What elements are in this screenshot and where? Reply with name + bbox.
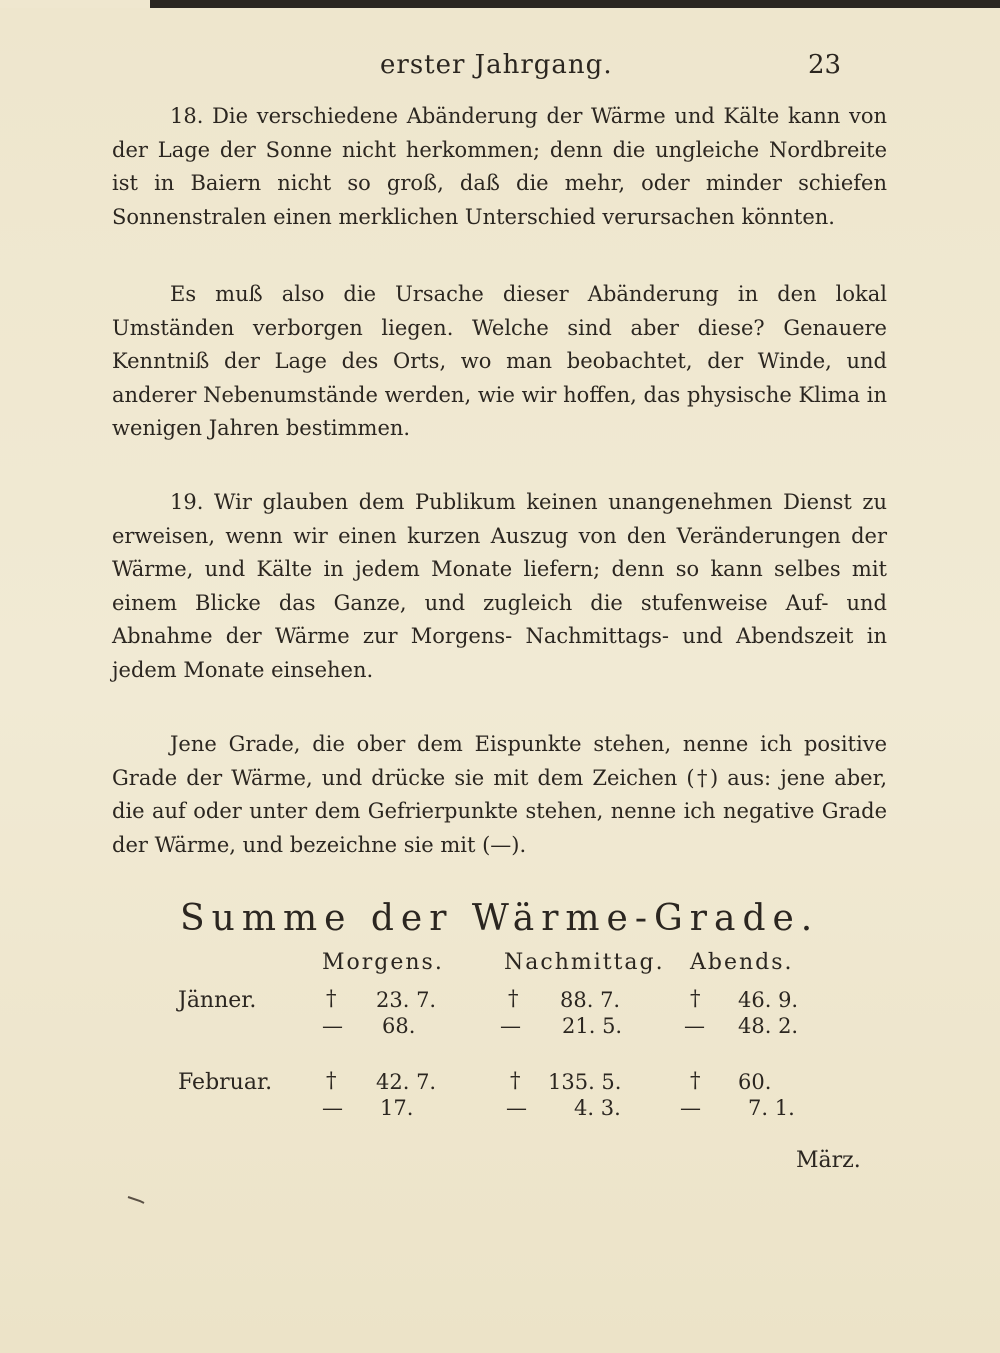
value-cell: 48. 2.: [738, 1014, 799, 1038]
value-cell: 7. 1.: [748, 1096, 795, 1120]
sign-cell: —: [322, 1096, 343, 1120]
sign-cell: †: [510, 1068, 521, 1092]
sign-cell: †: [326, 1068, 337, 1092]
column-header-morning: Morgens.: [322, 950, 444, 975]
month-label-february: Februar.: [178, 1070, 273, 1095]
value-cell: 46. 9.: [738, 988, 799, 1012]
value-cell: 60.: [738, 1070, 772, 1094]
value-cell: 4. 3.: [574, 1096, 621, 1120]
book-page: [0, 8, 1000, 1353]
column-header-evening: Abends.: [690, 950, 794, 975]
paragraph-degrees: Jene Grade, die ober dem Eispunkte stehen, nenne ich positive Grade der Wärme, und drücke sie mit dem Zeichen (†) aus: jene aber, die auf oder unter dem Gefrierpunkte stehen, nenne ich negative Grade der Wärme, und bezeichne sie mit (—).: [112, 732, 887, 857]
sign-cell: —: [322, 1014, 343, 1038]
paragraph-causes: Es muß also die Ursache dieser Abänderung in den lokal Umständen verborgen liegen. Welche sind aber diese? Genauere Kenntniß der Lage des Orts, wo man beobachtet, der Winde, und anderer Nebenumstände werden, wie wir hoffen, das physische Klima in wenigen Jahren bestimmen.: [112, 282, 887, 440]
running-title: erster Jahrgang.: [380, 50, 613, 80]
column-header-afternoon: Nachmittag.: [504, 950, 665, 975]
sign-cell: —: [506, 1096, 527, 1120]
sign-cell: —: [500, 1014, 521, 1038]
value-cell: 88. 7.: [560, 988, 621, 1012]
value-cell: 135. 5.: [548, 1070, 622, 1094]
value-cell: 23. 7.: [376, 988, 437, 1012]
sign-cell: †: [326, 986, 337, 1010]
value-cell: 21. 5.: [562, 1014, 623, 1038]
value-cell: 17.: [380, 1096, 414, 1120]
sign-cell: †: [508, 986, 519, 1010]
month-label-january: Jänner.: [178, 988, 257, 1013]
table-title: Summe der Wärme-Grade.: [180, 898, 820, 939]
sign-cell: —: [680, 1096, 701, 1120]
scan-top-edge: [150, 0, 1000, 8]
catchword: März.: [796, 1148, 861, 1173]
page-number: 23: [808, 50, 842, 80]
value-cell: 68.: [382, 1014, 416, 1038]
sign-cell: —: [684, 1014, 705, 1038]
ink-mark: [126, 1196, 146, 1204]
paragraph-18: 18. Die verschiedene Abänderung der Wärme und Kälte kann von der Lage der Sonne nicht herkommen; denn die ungleiche Nordbreite ist in Baiern nicht so groß, daß die mehr, oder minder schiefen Sonnenstralen einen merklichen Unterschied verursachen könnten.: [112, 104, 887, 229]
sign-cell: †: [690, 1068, 701, 1092]
paragraph-19: 19. Wir glauben dem Publikum keinen unangenehmen Dienst zu erweisen, wenn wir einen kurzen Auszug von den Veränderungen der Wärme, und Kälte in jedem Monate liefern; denn so kann selbes mit einem Blicke das Ganze, und zugleich die stufenweise Auf- und Abnahme der Wärme zur Morgens- Nachmittags- und Abendszeit in jedem Monate einsehen.: [112, 490, 887, 682]
sign-cell: †: [690, 986, 701, 1010]
value-cell: 42. 7.: [376, 1070, 437, 1094]
